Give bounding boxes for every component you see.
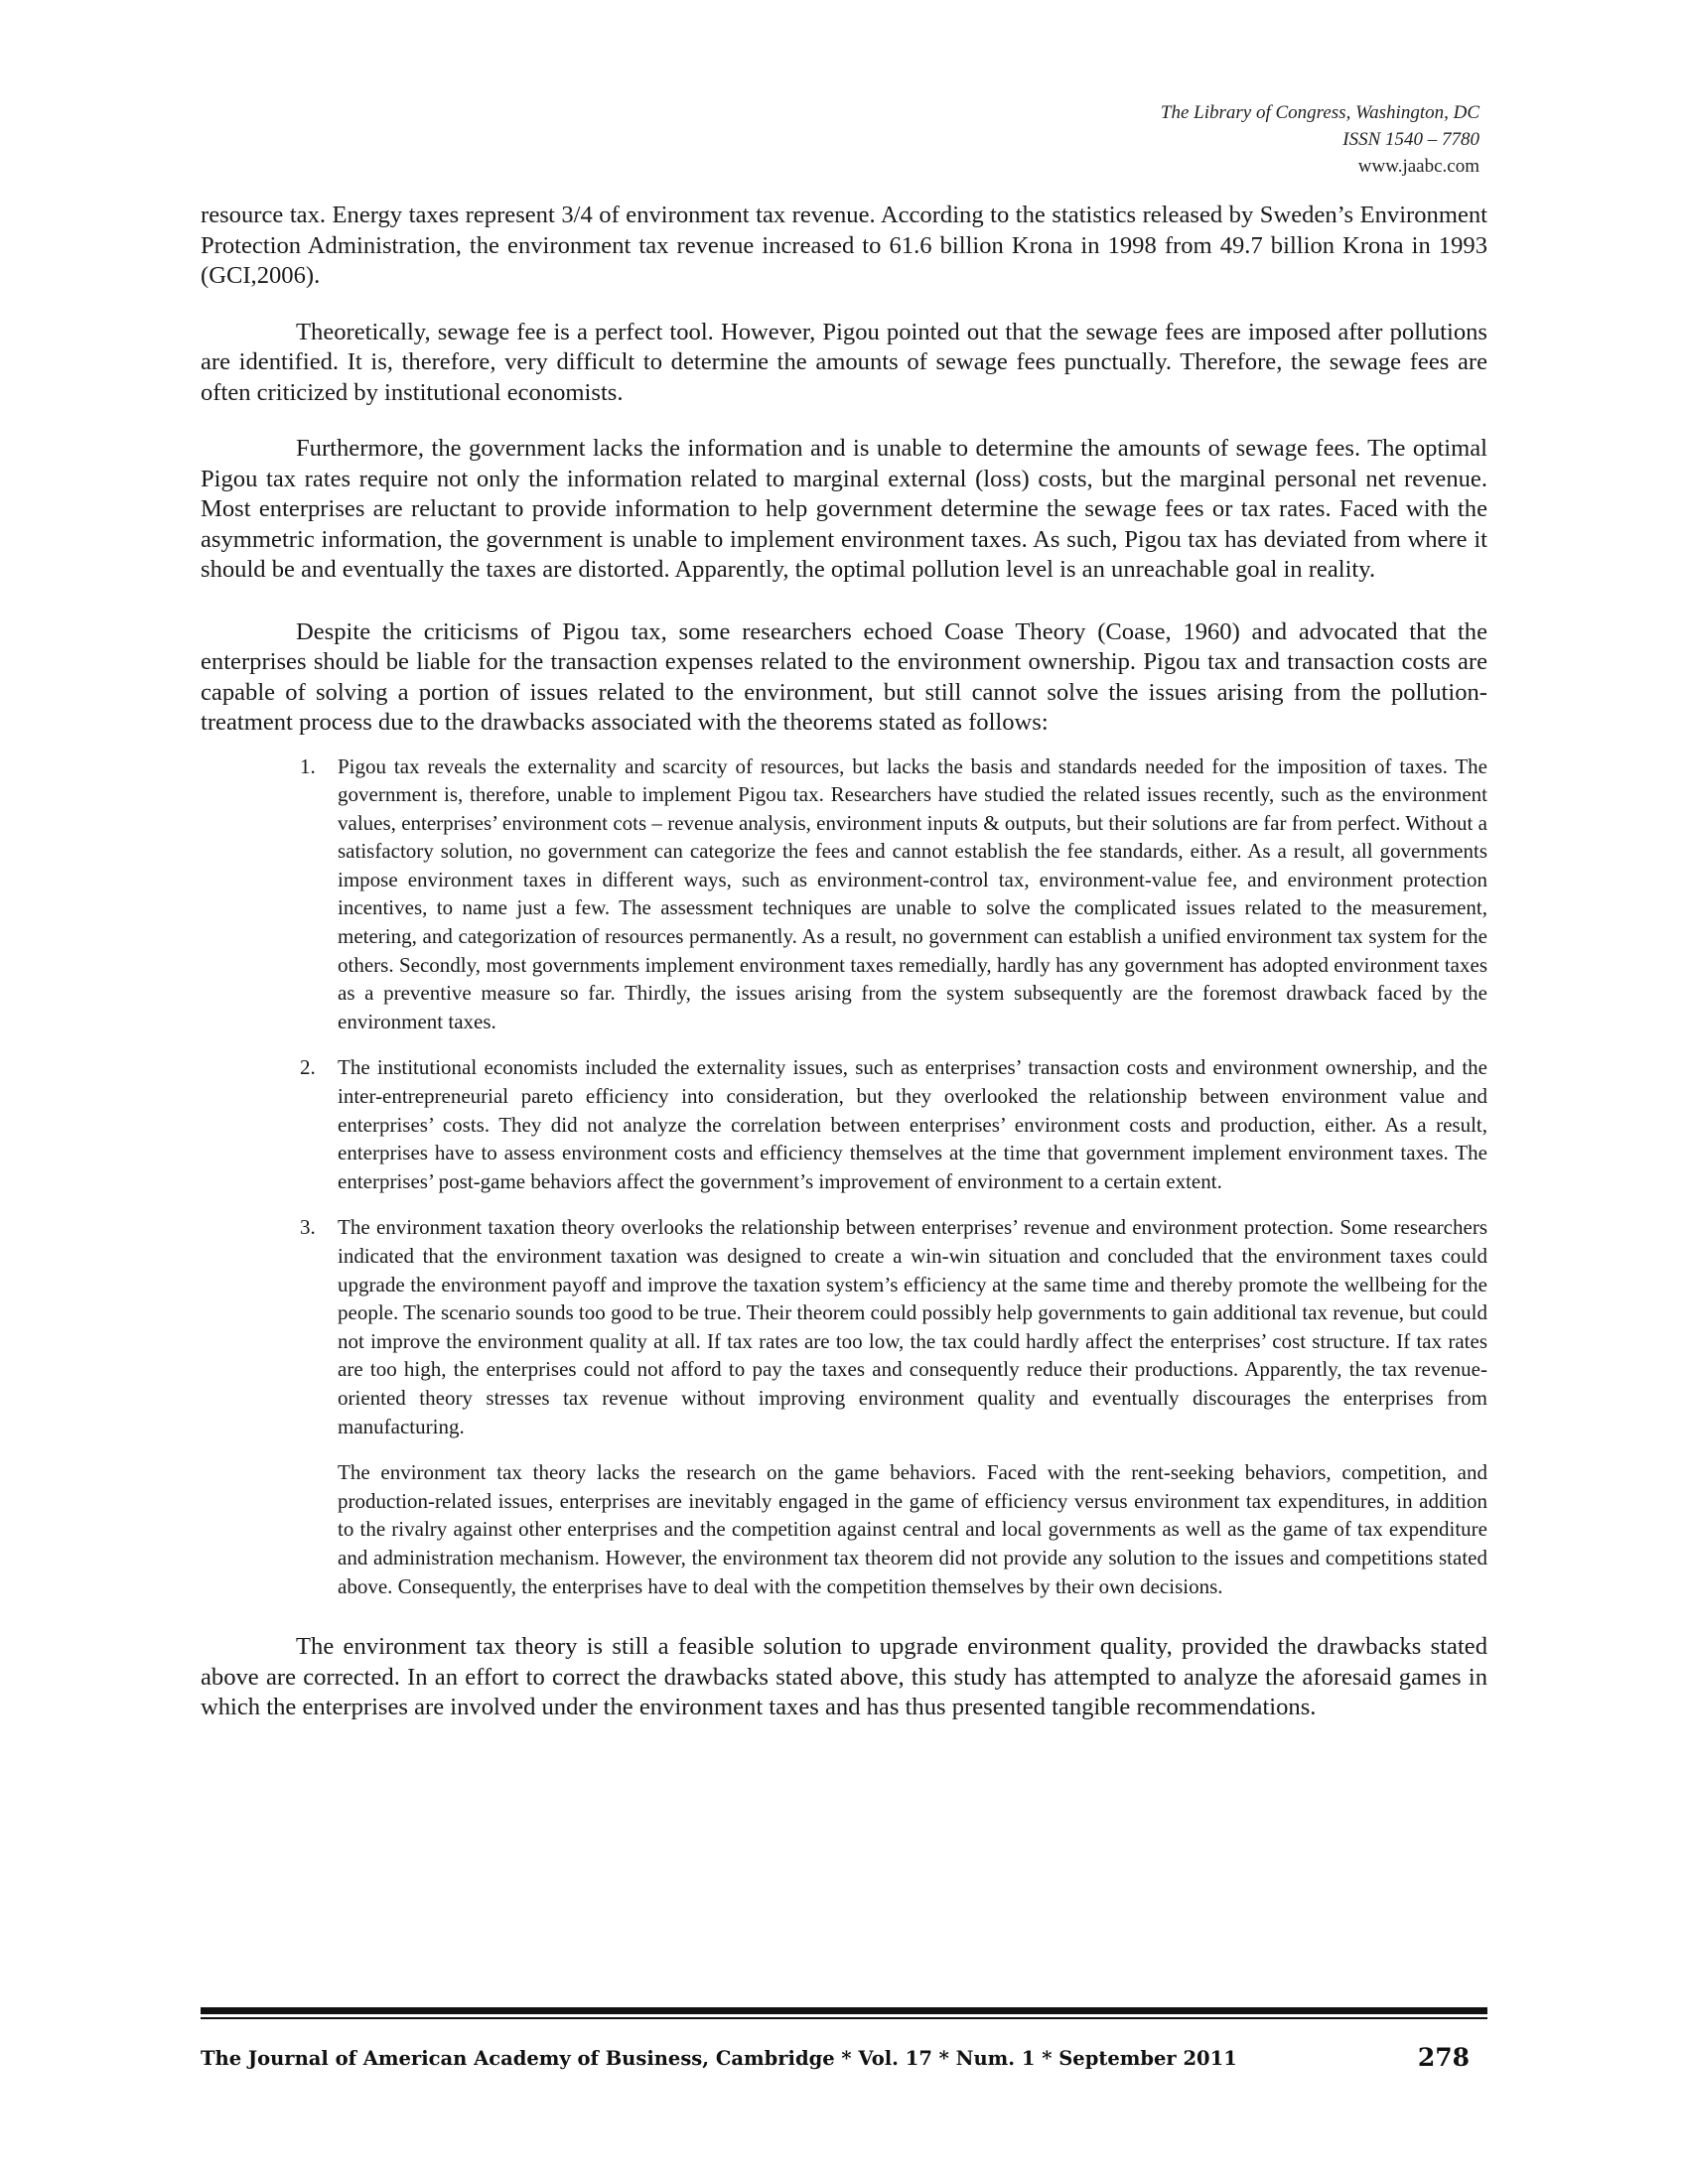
paragraph-1: resource tax. Energy taxes represent 3/4 of environment tax revenue. According to the statistics released by Sweden’s Environment Protection Administration, the environment tax revenue increased to 61.6 billion Krona in 1998 from 49.7 billion Krona in 1993 (GCI,2006). <box>201 202 1487 289</box>
list-item <box>298 1213 1487 1440</box>
footer-rule-thin <box>201 2017 1487 2019</box>
paragraph-5: The environment tax theory is still a feasible solution to upgrade environment quality, provided the drawbacks stated above are corrected. In an effort to correct the drawbacks stated above, this study has attempted to analyze the aforesaid games in which the enterprises are involved under the environment taxes and has thus presented tangible recommendations. <box>201 1633 1487 1721</box>
main-text <box>201 201 1487 1723</box>
list-item <box>298 752 1487 1036</box>
list-text: The institutional economists included the externality issues, such as enterprises’ transaction costs and environment ownership, and the inter-entrepreneurial pareto efficiency into consideration, but they overlooked the relationship between environment value and enterprises’ costs. They did not analyze the correlation between enterprises’ environment costs and production, either. As a result, enterprises have to assess environment costs and efficiency themselves at the time that government implement environment taxes. The enterprises’ post-game behaviors affect the government’s improvement of environment to a certain extent. <box>338 1055 1487 1193</box>
page-number: 278 <box>1417 2043 1470 2072</box>
running-header <box>1161 99 1479 180</box>
list-text: The environment taxation theory overlooks the relationship between enterprises’ revenue and environment protection. Some researchers indicated that the environment taxation was designed to create a win-win situation and concluded that the environment taxes could upgrade the environment payoff and improve the taxation system’s efficiency at the same time and thereby promote the wellbeing for the people. The scenario sounds too good to be true. Their theorem could possibly help governments to gain additional tax revenue, but could not improve the environment quality at all. If tax rates are too low, the tax could hardly affect the enterprises’ cost structure. If tax rates are too high, the enterprises could not afford to pay the taxes and consequently reduce their productions. Apparently, the tax revenue-oriented theory stresses tax revenue without improving environment quality and eventually discourages the enterprises from manufacturing. <box>338 1215 1487 1438</box>
list-item <box>298 1053 1487 1195</box>
list-number: 1. <box>300 753 316 778</box>
drawbacks-list <box>201 752 1487 1441</box>
list-text: Pigou tax reveals the externality and scarcity of resources, but lacks the basis and standards needed for the imposition of taxes. The government is, therefore, unable to implement Pigou tax. Researchers have studied the related issues recently, such as the environment values, enterprises’ environment cots – revenue analysis, environment inputs & outputs, but their solutions are far from perfect. Without a satisfactory solution, no government can categorize the fees and cannot establish the fee standards, either. As a result, all governments impose environment taxes in different ways, such as environment-control tax, environment-value fee, and environment protection incentives, to name just a few. The assessment techniques are unable to solve the complicated issues related to the measurement, metering, and categorization of resources permanently. As a result, no government can establish a unified environment tax system for the others. Secondly, most governments implement environment taxes remedially, hardly has any government has adopted environment taxes as a preventive measure so far. Thirdly, the issues arising from the system subsequently are the foremost drawback faced by the environment taxes. <box>338 753 1487 1033</box>
footer-journal: The Journal of American Academy of Business, Cambridge * Vol. 17 * Num. 1 * September 2011 <box>201 2047 1237 2070</box>
paragraph-3: Furthermore, the government lacks the information and is unable to determine the amounts of sewage fees. The optimal Pigou tax rates require not only the information related to marginal external (loss) costs, but the marginal personal net revenue. Most enterprises are reluctant to provide information to help government determine the sewage fees or tax rates. Faced with the asymmetric information, the government is unable to implement environment taxes. As such, Pigou tax has deviated from where it should be and eventually the taxes are distorted. Apparently, the optimal pollution level is an unreachable goal in reality. <box>201 435 1487 583</box>
footer-rule-thick <box>201 2007 1487 2014</box>
list-number: 3. <box>300 1215 316 1240</box>
paragraph-4: Despite the criticisms of Pigou tax, some researchers echoed Coase Theory (Coase, 1960) and advocated that the enterprises should be liable for the transaction expenses related to the environment ownership. Pigou tax and transaction costs are capable of solving a portion of issues related to the environment, but still cannot solve the issues arising from the pollution-treatment process due to the drawbacks associated with the theorems stated as follows: <box>201 617 1487 736</box>
list-number: 2. <box>300 1055 316 1080</box>
paragraph-2: Theoretically, sewage fee is a perfect tool. However, Pigou pointed out that the sewage fees are imposed after pollutions are identified. It is, therefore, very difficult to determine the amounts of sewage fees punctually. Therefore, the sewage fees are often criticized by institutional economists. <box>201 318 1487 406</box>
list-continuation-paragraph: The environment tax theory lacks the research on the game behaviors. Faced with the rent-seeking behaviors, competition, and production-related issues, enterprises are inevitably engaged in the game of efficiency versus environment tax expenditures, in addition to the rivalry against other enterprises and the competition against central and local governments as well as the game of tax expenditure and administration mechanism. However, the environment tax theorem did not provide any solution to the issues and competitions stated above. Consequently, the enterprises have to deal with the competition themselves by their own decisions. <box>338 1460 1487 1598</box>
header-website: www.jaabc.com <box>1357 156 1479 177</box>
header-issn: ISSN 1540 – 7780 <box>1342 129 1479 150</box>
header-library: The Library of Congress, Washington, DC <box>1160 102 1479 123</box>
